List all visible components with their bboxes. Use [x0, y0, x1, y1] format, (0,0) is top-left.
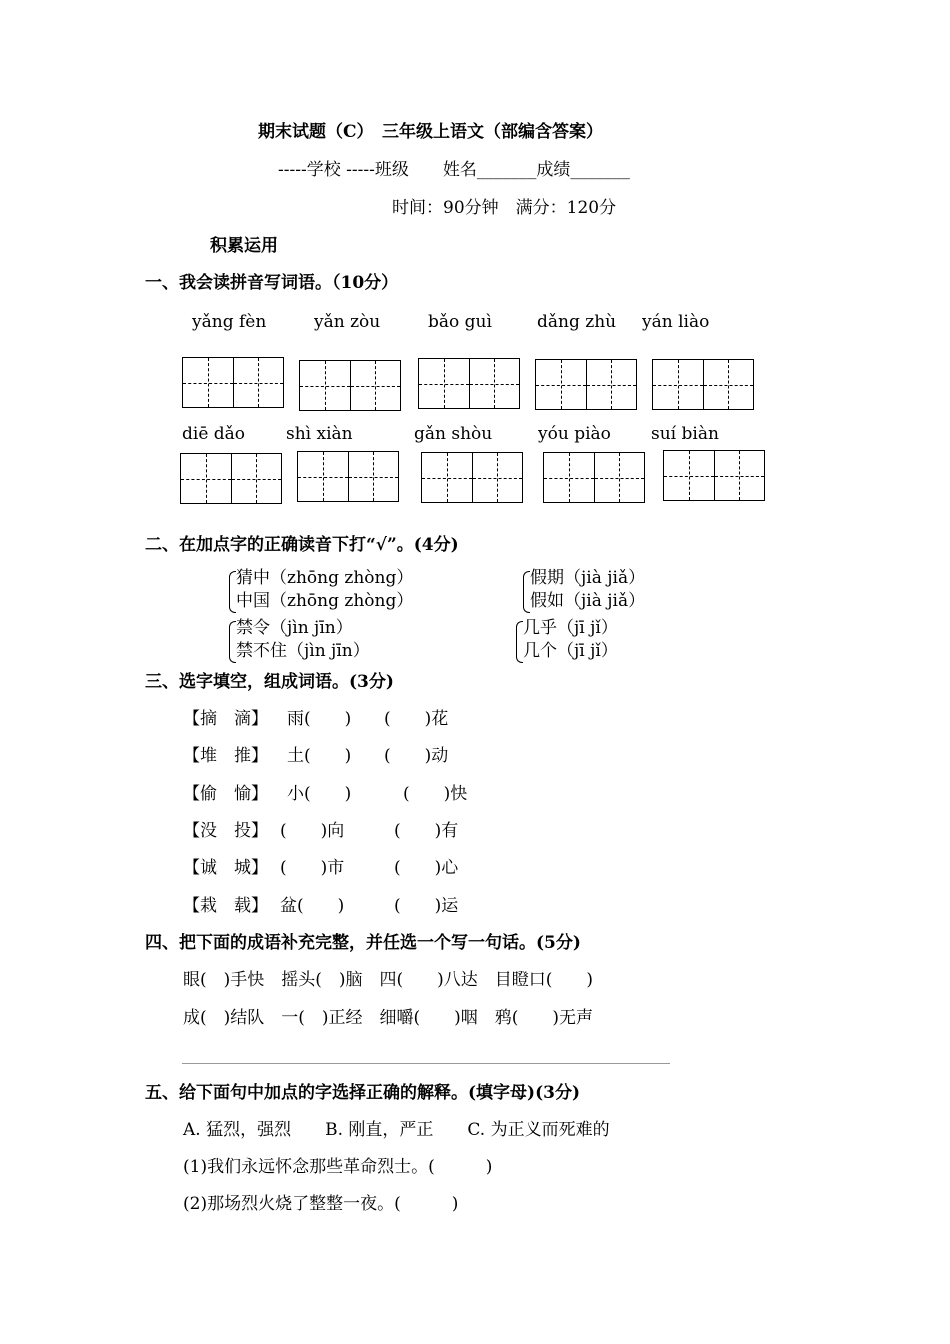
q5-sentence[interactable]: (2)那场烈火烧了整整一夜。( ) [183, 1194, 459, 1214]
char-choice: 【诚 城】 [183, 858, 268, 878]
writing-grid[interactable] [543, 452, 645, 503]
reading-option[interactable]: 几个（jī jǐ） [523, 641, 618, 661]
blank-a[interactable]: 盆( ) [280, 896, 345, 916]
pinyin-label: shì xiàn [286, 424, 353, 444]
pinyin-label: dǎng zhù [537, 312, 617, 332]
blank-a[interactable]: ( )向 [280, 821, 345, 841]
writing-grid[interactable] [652, 359, 754, 410]
pinyin-label: yán liào [642, 312, 710, 332]
reading-option[interactable]: 假如（jià jiǎ） [530, 591, 646, 611]
blank-b[interactable]: ( )动 [384, 746, 449, 766]
brace [523, 571, 530, 613]
q2-heading: 二、在加点字的正确读音下打“√”。(4分) [145, 535, 459, 555]
q3-heading: 三、选字填空，组成词语。(3分) [145, 672, 394, 692]
idiom-line[interactable]: 眼( )手快 摇头( )脑 四( )八达 目瞪口( ) [183, 970, 594, 990]
char-choice: 【栽 载】 [183, 896, 268, 916]
writing-grid[interactable] [180, 453, 282, 504]
writing-grid[interactable] [297, 451, 399, 502]
part-title: 积累运用 [210, 236, 278, 256]
pinyin-label: gǎn shòu [414, 424, 493, 444]
pinyin-label: diē dǎo [182, 424, 246, 444]
reading-option[interactable]: 禁不住（jìn jīn） [236, 641, 370, 661]
blank-b[interactable]: ( )花 [384, 709, 449, 729]
blank-b[interactable]: ( )心 [394, 858, 459, 878]
blank-a[interactable]: 雨( ) [287, 709, 352, 729]
q5-sentence[interactable]: (1)我们永远怀念那些革命烈士。( ) [183, 1157, 493, 1177]
blank-a[interactable]: ( )市 [280, 858, 345, 878]
student-info-line: -----学校 -----班级 姓名_______成绩_______ [278, 160, 630, 180]
q1-heading: 一、我会读拼音写词语。（10分） [145, 273, 399, 293]
q4-heading: 四、把下面的成语补充完整，并任选一个写一句话。(5分) [145, 933, 581, 953]
pinyin-label: yǎng fèn [192, 312, 267, 332]
reading-option[interactable]: 禁令（jìn jīn） [236, 618, 353, 638]
reading-option[interactable]: 几乎（jī jǐ） [523, 618, 618, 638]
reading-option[interactable]: 假期（jià jiǎ） [530, 568, 646, 588]
q5-options: A. 猛烈，强烈 B. 刚直，严正 C. 为正义而死难的 [183, 1120, 610, 1140]
writing-grid[interactable] [535, 359, 637, 410]
pinyin-label: yóu piào [538, 424, 611, 444]
char-choice: 【偷 愉】 [183, 784, 268, 804]
idiom-line[interactable]: 成( )结队 一( )正经 细嚼( )咽 鸦( )无声 [183, 1008, 594, 1028]
blank-b[interactable]: ( )运 [394, 896, 459, 916]
reading-option[interactable]: 中国（zhōng zhòng） [236, 591, 414, 611]
blank-a[interactable]: 小( ) [287, 784, 352, 804]
exam-time-score: 时间：90分钟 满分：120分 [392, 198, 617, 218]
brace [516, 621, 523, 663]
pinyin-label: yǎn zòu [314, 312, 381, 332]
brace [229, 571, 236, 613]
char-choice: 【没 投】 [183, 821, 268, 841]
page-title: 期末试题（C） 三年级上语文（部编含答案） [258, 122, 604, 142]
char-choice: 【摘 滴】 [183, 709, 268, 729]
answer-line[interactable] [182, 1063, 670, 1064]
pinyin-label: suí biàn [651, 424, 719, 444]
blank-a[interactable]: 土( ) [287, 746, 352, 766]
q5-heading: 五、给下面句中加点的字选择正确的解释。(填字母)(3分) [145, 1083, 581, 1103]
char-choice: 【堆 推】 [183, 746, 268, 766]
writing-grid[interactable] [663, 450, 765, 501]
writing-grid[interactable] [421, 452, 523, 503]
pinyin-label: bǎo guì [428, 312, 492, 332]
brace [229, 621, 236, 663]
writing-grid[interactable] [418, 358, 520, 409]
blank-b[interactable]: ( )快 [403, 784, 468, 804]
reading-option[interactable]: 猜中（zhōng zhòng） [236, 568, 414, 588]
writing-grid[interactable] [299, 360, 401, 411]
blank-b[interactable]: ( )有 [394, 821, 459, 841]
writing-grid[interactable] [182, 357, 284, 408]
